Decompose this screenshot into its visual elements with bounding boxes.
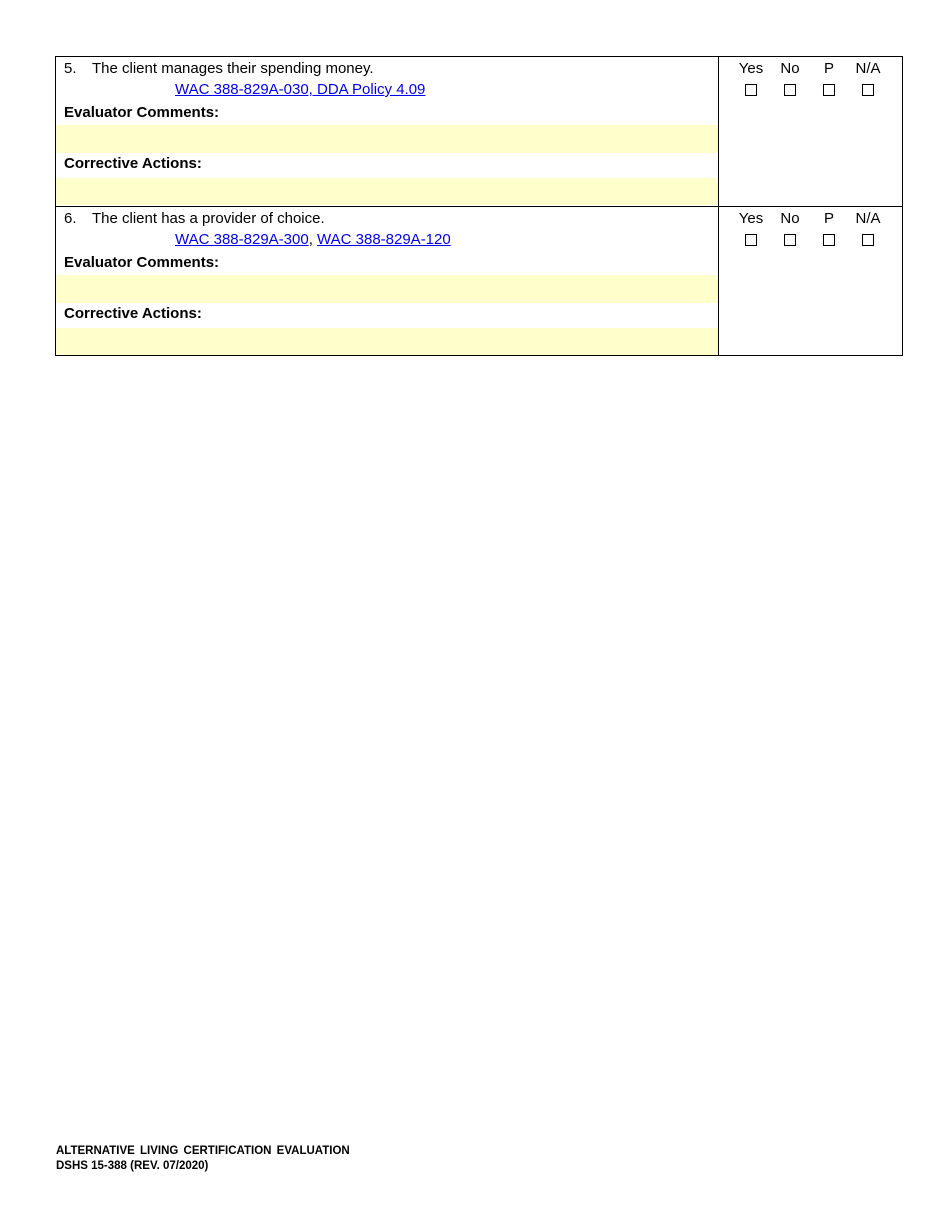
option-p — [811, 60, 847, 96]
corrective-actions-label: Corrective Actions: — [64, 155, 202, 172]
option-yes-label: Yes — [738, 60, 764, 77]
evaluator-comments-label: Evaluator Comments: — [64, 254, 220, 271]
corrective-actions-label: Corrective Actions: — [64, 305, 202, 322]
no-checkbox[interactable] — [784, 84, 796, 96]
option-no — [772, 210, 808, 246]
yes-checkbox[interactable] — [745, 84, 757, 96]
question-cell — [56, 57, 719, 206]
question-cell — [56, 207, 719, 355]
evaluation-table — [55, 56, 903, 356]
option-p-label: P — [823, 210, 834, 227]
option-na-label: N/A — [855, 60, 881, 77]
na-checkbox[interactable] — [862, 84, 874, 96]
evaluator-comments-field[interactable] — [56, 275, 718, 303]
option-no — [772, 60, 808, 96]
option-p-label: P — [823, 60, 834, 77]
evaluator-comments-field[interactable] — [56, 125, 718, 153]
question-row-6 — [56, 206, 902, 355]
reference-link-wac-120[interactable]: WAC 388-829A-120 — [317, 231, 451, 248]
option-na-label: N/A — [855, 210, 881, 227]
question-text — [64, 210, 325, 228]
form-footer — [56, 1144, 350, 1174]
option-no-label: No — [780, 210, 800, 227]
option-no-label: No — [780, 60, 800, 77]
form-title: ALTERNATIVE LIVING CERTIFICATION EVALUATION — [56, 1145, 350, 1157]
option-na — [850, 60, 886, 96]
na-checkbox[interactable] — [862, 234, 874, 246]
question-label: The client has a provider of choice. — [92, 210, 325, 227]
corrective-actions-field[interactable] — [56, 328, 718, 355]
reference-link-wac-300[interactable]: WAC 388-829A-300 — [175, 231, 309, 248]
reference-links — [175, 81, 425, 99]
no-checkbox[interactable] — [784, 234, 796, 246]
reference-separator: , — [308, 231, 318, 248]
p-checkbox[interactable] — [823, 84, 835, 96]
question-label: The client manages their spending money. — [92, 60, 374, 77]
form-id: DSHS 15-388 (REV. 07/2020) — [56, 1160, 209, 1172]
question-text — [64, 60, 374, 78]
question-number: 5. — [64, 60, 77, 77]
yes-checkbox[interactable] — [745, 234, 757, 246]
question-number: 6. — [64, 210, 77, 227]
p-checkbox[interactable] — [823, 234, 835, 246]
evaluator-comments-label: Evaluator Comments: — [64, 104, 220, 121]
option-yes-label: Yes — [738, 210, 764, 227]
answer-cell — [719, 207, 902, 355]
reference-link-wac-030[interactable]: WAC 388-829A-030, DDA Policy 4.09 — [175, 81, 426, 98]
option-yes — [733, 60, 769, 96]
option-na — [850, 210, 886, 246]
corrective-actions-field[interactable] — [56, 178, 718, 205]
question-row-5 — [56, 57, 902, 206]
answer-cell — [719, 57, 902, 206]
option-p — [811, 210, 847, 246]
option-yes — [733, 210, 769, 246]
reference-links — [175, 231, 451, 249]
